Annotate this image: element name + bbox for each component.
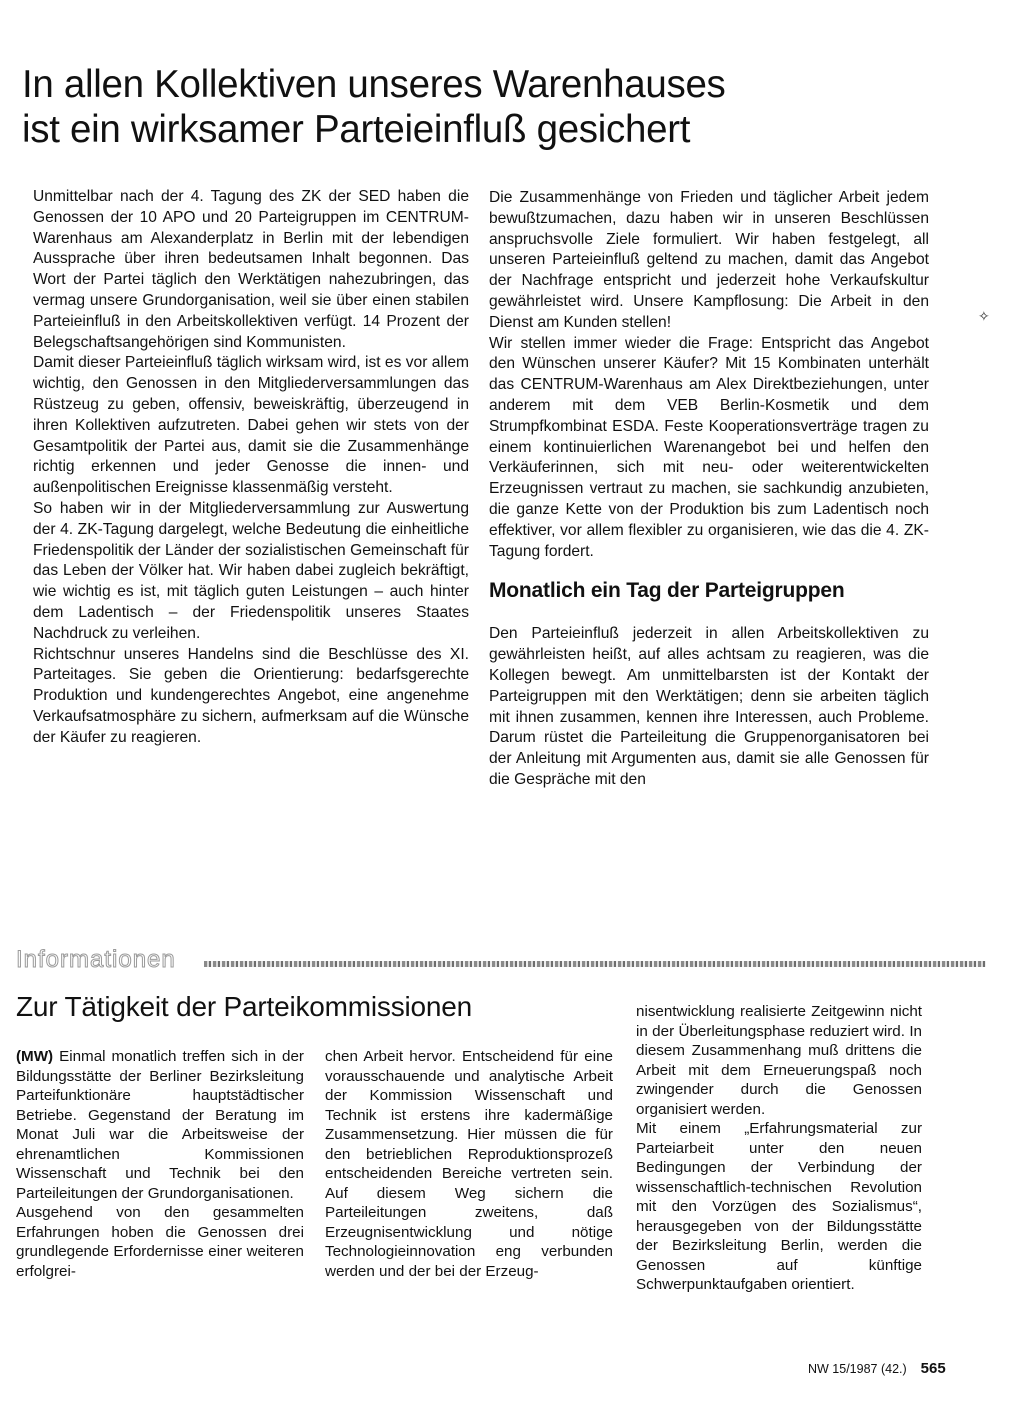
source-tag: (MW)	[16, 1048, 54, 1065]
article-headline	[22, 62, 922, 152]
paragraph: chen Arbeit hervor. Entscheidend für eine vorausschauende und analytische Arbeit der Kommission Wissenschaft und Technik ist erstens ihre kadermäßige Zusammensetzung. Hier müssen die für den betrieblichen Reproduktionsprozeß entscheidenden Bereiche vertreten sein. Auf diesem Weg sichern die Parteileitungen zweitens, daß Erzeugnisentwicklung und nötige Technologieinnovation eng verbunden werden und der bei der Erzeug-	[325, 1048, 613, 1280]
paragraph: Wir stellen immer wieder die Frage: Entspricht das Angebot den Wünschen unserer Käufer? Mit 15 Kombinaten unterhält das CENTRUM-Warenhaus am Alex Direktbeziehungen, unter anderem mit dem VEB Berlin-Kosmetik und dem Strumpfkombinat ESDA. Feste Kooperationsverträge tragen zu einem kontinuierlichen Warenangebot bei und helfen den Verkäuferinnen, sich mit neu- oder weiterentwickelten Erzeugnissen vertraut zu machen, sie sachkundig anzubieten, die ganze Kette von der Produktion bis zum Ladentisch noch effektiver, vor allem flexibler zu organisieren, wie das die 4. ZK-Tagung fordert.	[489, 334, 929, 560]
info-column-3	[636, 1002, 922, 1295]
article-subhead: Monatlich ein Tag der Parteigruppen	[489, 579, 845, 603]
headline-line-2: ist ein wirksamer Parteieinfluß gesichert	[22, 108, 691, 151]
paragraph: Mit einem „Erfahrungsmaterial zur Parteiarbeit unter den neuen Bedingungen der Verbindung der wissenschaftlich-technischen Revolution mit den Vorzügen des Sozialismus“, herausgegeben von der Bildungsstätte der Bezirksleitung Berlin, werden die Genossen auf künftige Schwerpunktaufgaben orientiert.	[636, 1120, 922, 1293]
paragraph	[16, 1047, 304, 1203]
paragraph: Richtschnur unseres Handelns sind die Beschlüsse des XI. Parteitages. Sie geben die Orientierung: bedarfsgerechte Produktion und kundengerechtes Angebot, eine angenehme Verkaufsatmosphäre zu sichern, aufmerksam auf die Wünsche der Käufer zu reagieren.	[33, 645, 469, 746]
section-banner	[16, 948, 988, 972]
paragraph: Damit dieser Parteieinfluß täglich wirksam wird, ist es vor allem wichtig, den Genossen in den Mitgliederversammlungen das Rüstzeug zu geben, offensiv, beweiskräftig, überzeugend in ihren Kollektiven aufzutreten. Dabei gehen wir stets von der Gesamtpolitik der Partei aus, damit sie die Zusammenhänge richtig erkennen und jeder Genosse die innen- und außenpolitischen Ereignisse klassenmäßig versteht.	[33, 354, 469, 497]
paragraph: Den Parteieinfluß jederzeit in allen Arbeitskollektiven zu gewährleisten heißt, auf alles achtsam zu reagieren, was die Kollegen bewegt. Am unmittelbarsten ist der Kontakt der Parteigruppen mit den Werktätigen; denn sie arbeiten täglich mit ihnen zusammen, kennen ihre Interessen, auch Probleme. Darum rüstet die Parteileitung die Gruppenorganisatoren bei der Anleitung mit Argumenten aus, damit sie alle Genossen für die Gespräche mit den	[489, 625, 929, 788]
info-column-2	[325, 1047, 613, 1281]
page-footer	[808, 1359, 958, 1379]
article-column-2	[489, 188, 929, 791]
paragraph: nisentwicklung realisierte Zeitgewinn nicht in der Überleitungsphase reduziert wird. In diesem Zusammenhang muß drittens die Arbeit mit dem Erneuerungspaß noch zwingender durch die Genossen organisiert werden.	[636, 1003, 922, 1118]
paragraph: So haben wir in der Mitgliederversammlung zur Auswertung der 4. ZK-Tagung dargelegt, welche Bedeutung die einheitliche Friedenspolitik der Länder der sozialistischen Gemeinschaft für das Leben der Völker hat. Wir haben dabei zugleich bekräftigt, wie wichtig es ist, mit täglich guten Leistungen – auch hinter dem Ladentisch – der Friedenspolitik unseres Staates Nachdruck zu verleihen.	[33, 499, 469, 642]
paragraph: Die Zusammenhänge von Frieden und täglicher Arbeit jedem bewußtzumachen, dazu haben wir in unseren Beschlüssen anspruchsvolle Ziele formuliert. Wir haben festgelegt, all unseren Parteieinfluß geltend zu machen, damit das Angebot der Nachfrage entspricht und jederzeit hohe Verkaufskultur gewährleistet wird. Unsere Kampflosung: Die Arbeit in den Dienst am Kunden stellen!	[489, 189, 929, 331]
print-speck-icon: ✧	[978, 308, 990, 324]
paragraph: Ausgehend von den gesammelten Erfahrungen hoben die Genossen drei grundlegende Erfordernisse einer weiteren erfolgrei-	[16, 1204, 304, 1280]
paragraph-text: Einmal monatlich treffen sich in der Bildungsstätte der Berliner Bezirksleitung Parteifunktionäre hauptstädtischer Betriebe. Gegenstand der Beratung im Monat Juli war die Arbeitsweise der ehrenamtlichen Kommissionen Wissenschaft und Technik bei den Parteileitungen der Grundorganisationen.	[16, 1048, 304, 1202]
article-column-1	[33, 187, 469, 749]
paragraph: Unmittelbar nach der 4. Tagung des ZK der SED haben die Genossen der 10 APO und 20 Parteigruppen im CENTRUM-Warenhaus am Alexanderplatz in Berlin mit der lebendigen Aussprache über ihren bedeutsamen Inhalt begonnen. Das Wort der Partei täglich den Werktätigen nahezubringen, das vermag unsere Grundorganisation, weil sie über einen stabilen Parteieinfluß in den Arbeitskollektiven verfügt. 14 Prozent der Belegschaftsangehörigen sind Kommunisten.	[33, 188, 469, 351]
issue-reference: NW 15/1987 (42.)	[808, 1362, 907, 1376]
section-rule	[204, 961, 986, 967]
info-headline: Zur Tätigkeit der Parteikommissionen	[16, 991, 473, 1022]
info-column-1	[16, 1047, 304, 1281]
headline-line-1: In allen Kollektiven unseres Warenhauses	[22, 63, 726, 106]
page-number: 565	[920, 1360, 946, 1377]
section-label: Informationen	[16, 946, 176, 973]
